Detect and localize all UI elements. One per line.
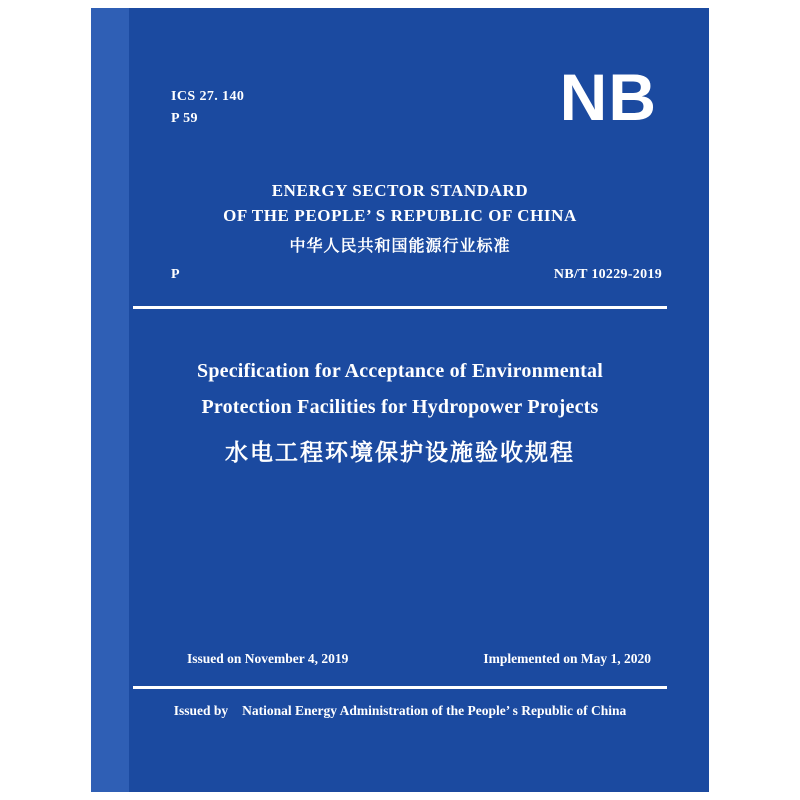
standard-type-line-1: ENERGY SECTOR STANDARD <box>271 181 529 200</box>
standard-type-line-2: OF THE PEOPLE’ S REPUBLIC OF CHINA <box>223 206 577 225</box>
standard-code-row <box>91 267 709 287</box>
issuer-line <box>91 703 709 719</box>
issuing-body-block <box>91 178 709 262</box>
divider-bottom <box>133 686 667 689</box>
divider-top <box>133 306 667 309</box>
standard-number: NB/T 10229-2019 <box>553 267 662 282</box>
issued-by-organization: National Energy Administration of the People’ s Republic of China <box>242 703 627 718</box>
ics-number: ICS 27. 140 <box>171 89 245 104</box>
classification-code: P 59 <box>171 111 198 126</box>
nb-logo: NB <box>559 60 657 134</box>
issued-date: Issued on November 4, 2019 <box>187 651 349 666</box>
standard-cover <box>91 8 709 792</box>
title-english-line-2: Protection Facilities for Hydropower Projects <box>201 396 599 418</box>
date-row <box>91 651 709 671</box>
code-prefix: P <box>171 267 180 282</box>
issued-by-label: Issued by <box>173 703 229 718</box>
title-chinese: 水电工程环境保护设施验收规程 <box>225 440 575 465</box>
ics-block <box>171 86 244 130</box>
title-english-line-1: Specification for Acceptance of Environmental <box>197 360 603 382</box>
document-title-block <box>131 353 669 475</box>
decorative-side-band <box>91 8 130 792</box>
standard-type-chinese: 中华人民共和国能源行业标准 <box>289 238 511 255</box>
implemented-date: Implemented on May 1, 2020 <box>483 651 651 666</box>
